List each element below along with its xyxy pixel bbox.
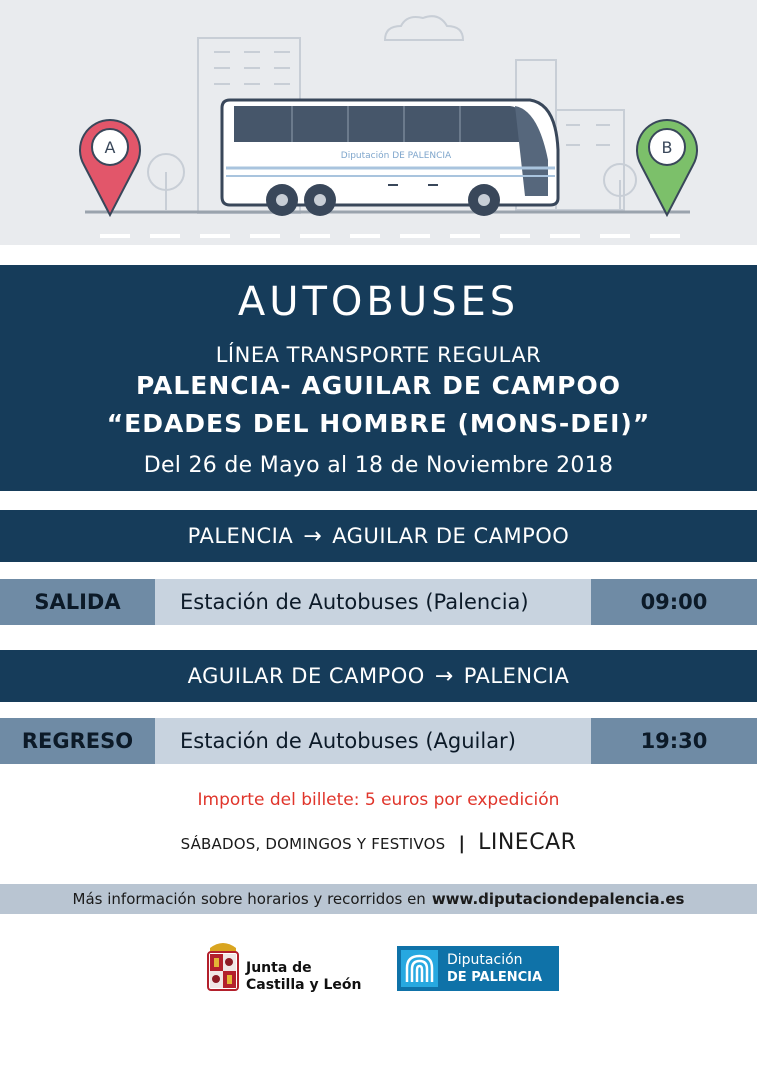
outbound-schedule-row: [0, 579, 757, 625]
diputacion-emblem-icon: [401, 950, 438, 987]
coat-of-arms-icon: [206, 938, 240, 996]
jcyl-wordmark: [246, 960, 361, 994]
departure-station: Estación de Autobuses (Palencia): [155, 579, 591, 625]
operating-days: [0, 830, 757, 855]
separator: |: [458, 833, 466, 854]
line-subtitle: LÍNEA TRANSPORTE REGULAR: [215, 343, 542, 367]
pin-b-label: B: [661, 138, 673, 157]
page-title: AUTOBUSES: [237, 279, 520, 325]
arrow-right-icon: →: [434, 663, 454, 689]
map-pin-icon: [637, 120, 697, 215]
return-schedule-row: [0, 718, 757, 764]
cloud-icon: [385, 16, 463, 40]
bus-icon: [222, 100, 558, 216]
return-station: Estación de Autobuses (Aguilar): [155, 718, 591, 764]
departure-time: 09:00: [591, 579, 757, 625]
junta-castilla-leon-logo: [206, 938, 366, 998]
diputacion-line1: Diputación: [447, 952, 523, 968]
diputacion-line2: DE PALENCIA: [447, 970, 543, 985]
date-range: Del 26 de Mayo al 18 de Noviembre 2018: [143, 453, 614, 478]
outbound-route-bar: [0, 510, 757, 562]
return-route-bar: [0, 650, 757, 702]
diputacion-palencia-logo: [397, 946, 559, 991]
hero-illustration: [0, 0, 757, 245]
title-block: [0, 265, 757, 491]
departure-label: SALIDA: [0, 579, 155, 625]
pin-a-label: A: [104, 138, 116, 157]
route-from: AGUILAR DE CAMPOO: [187, 664, 425, 688]
arrow-right-icon: →: [303, 523, 323, 549]
route-from: PALENCIA: [187, 524, 294, 548]
info-bar: [0, 884, 757, 914]
days-text: SÁBADOS, DOMINGOS Y FESTIVOS: [180, 835, 446, 853]
event-title: “EDADES DEL HOMBRE (MONS-DEI)”: [106, 409, 651, 438]
bus-livery-text: Diputación DE PALENCIA: [340, 151, 452, 161]
route-to: AGUILAR DE CAMPOO: [332, 524, 570, 548]
bus-scene: [0, 0, 757, 245]
jcyl-line2: Castilla y León: [246, 977, 362, 993]
route-title: PALENCIA- AGUILAR DE CAMPOO: [135, 371, 622, 400]
return-label: REGRESO: [0, 718, 155, 764]
return-time: 19:30: [591, 718, 757, 764]
info-text: Más información sobre horarios y recorridos en: [72, 890, 426, 908]
operator-name: LINECAR: [478, 830, 577, 855]
website-link[interactable]: www.diputaciondepalencia.es: [431, 890, 685, 908]
route-to: PALENCIA: [463, 664, 570, 688]
jcyl-line1: Junta de: [246, 960, 312, 976]
ticket-price: Importe del billete: 5 euros por expedición: [197, 790, 560, 810]
map-pin-icon: [80, 120, 140, 215]
